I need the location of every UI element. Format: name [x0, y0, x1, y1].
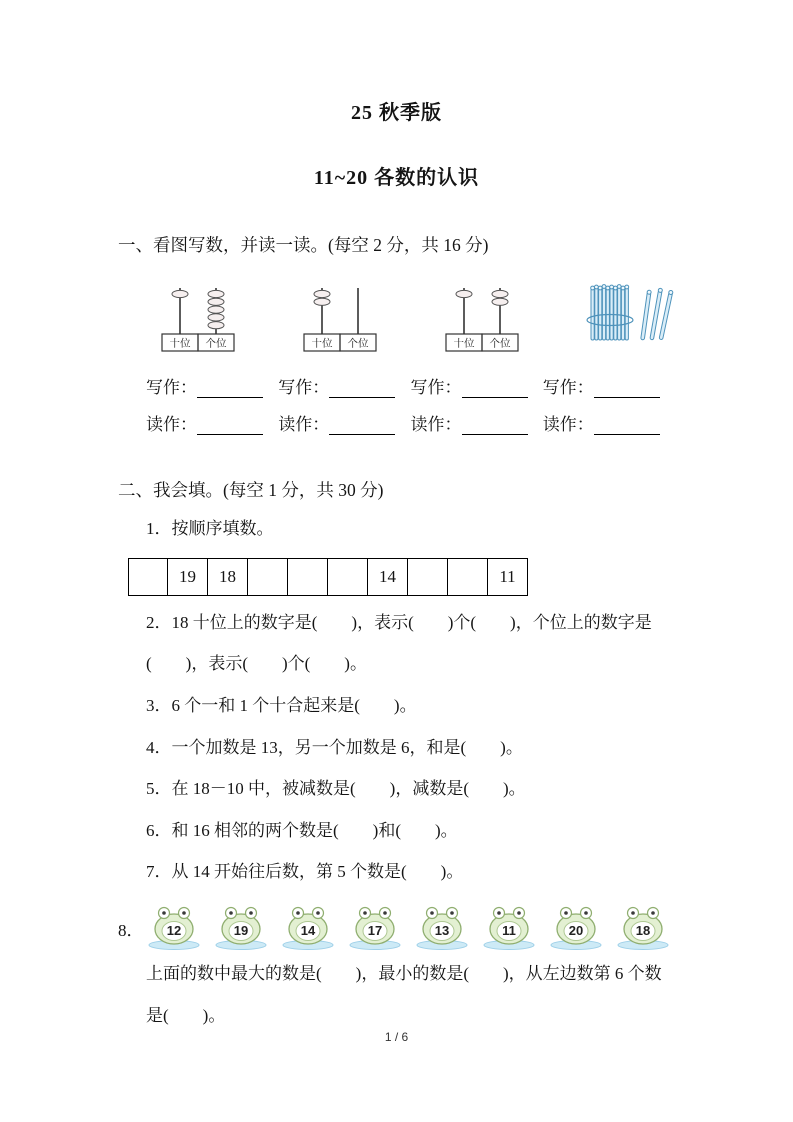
ones-place-label: 个位	[489, 337, 511, 350]
frog-icon	[481, 903, 537, 951]
question-8-figures	[118, 903, 675, 951]
question-8-text: 上面的数中最大的数是( )，最小的数是( )，从左边数第 6 个数是( )。	[146, 964, 662, 1025]
frog-number: 14	[300, 923, 316, 939]
abacus-icon	[436, 282, 528, 354]
frog-icon	[213, 903, 269, 951]
frog-number: 12	[166, 923, 182, 939]
write-col-3	[411, 373, 543, 398]
frogs-row	[146, 903, 671, 951]
strip-cell	[248, 558, 288, 596]
read-blank-line	[462, 415, 528, 435]
read-row	[146, 410, 675, 435]
write-col-2	[278, 373, 410, 398]
read-label: 读作：	[146, 415, 197, 434]
read-blank-line	[594, 415, 660, 435]
write-col-1	[146, 373, 278, 398]
section1-heading: 一、看图写数，并读一读。(每空 2 分，共 16 分)	[118, 235, 489, 255]
questions-list	[118, 602, 675, 893]
strip-cell	[448, 558, 488, 596]
section2-heading: 二、我会填。(每空 1 分，共 30 分)	[118, 480, 384, 500]
number-strip	[128, 558, 675, 596]
read-blank-line	[329, 415, 395, 435]
read-col-2	[278, 410, 410, 435]
question-1: 1．按顺序填数。	[146, 519, 274, 538]
frog-icon	[615, 903, 671, 951]
figures-row	[152, 271, 675, 359]
strip-cell: 18	[208, 558, 248, 596]
frog-icon	[347, 903, 403, 951]
frog-number: 17	[367, 923, 383, 939]
write-label: 写作：	[542, 378, 594, 397]
tens-place-label: 十位	[311, 337, 333, 350]
write-blank-line	[594, 378, 660, 398]
counting-sticks-icon	[578, 276, 682, 354]
abacus-figure-1	[152, 282, 244, 359]
strip-cell	[128, 558, 168, 596]
question-4: 4．一个加数是 13，另一个加数是 6，和是( )。	[146, 737, 523, 757]
question-5: 5．在 18－10 中，被减数是( )，减数是( )。	[146, 779, 526, 799]
frog-icon	[146, 903, 202, 951]
frog-icon	[548, 903, 604, 951]
abacus-figure-3	[436, 282, 528, 359]
abacus-icon	[152, 282, 244, 354]
read-label: 读作：	[542, 415, 594, 434]
question-2: 2．18 十位上的数字是( )，表示( )个( )，个位上的数字是( )，表示( )个( )。	[146, 612, 652, 674]
abacus-figure-2	[294, 282, 386, 359]
strip-cell	[328, 558, 368, 596]
write-label: 写作：	[146, 378, 197, 397]
tens-place-label: 十位	[169, 337, 191, 350]
frog-number: 11	[502, 923, 516, 939]
read-col-1	[146, 410, 278, 435]
edition-title: 25 秋季版	[351, 102, 442, 124]
page-number: 1 / 6	[384, 1030, 409, 1044]
frog-number: 20	[568, 923, 584, 939]
read-label: 读作：	[278, 415, 330, 434]
write-blank-line	[197, 378, 263, 398]
write-label: 写作：	[278, 378, 330, 397]
question-3: 3．6 个一和 1 个十合起来是( )。	[146, 695, 417, 715]
read-blank-line	[197, 415, 263, 435]
strip-cell: 19	[168, 558, 208, 596]
question-6: 6．和 16 相邻的两个数是( )和( )。	[146, 820, 458, 840]
write-label: 写作：	[410, 378, 462, 397]
write-blank-line	[329, 378, 395, 398]
strip-cell: 14	[368, 558, 408, 596]
sticks-figure	[578, 276, 682, 359]
write-col-4	[543, 373, 675, 398]
frog-number: 13	[434, 923, 450, 939]
write-blank-line	[462, 378, 528, 398]
abacus-icon	[294, 282, 386, 354]
tens-place-label: 十位	[453, 337, 475, 350]
frog-number: 18	[635, 923, 651, 939]
strip-cell: 11	[488, 558, 528, 596]
write-row	[146, 373, 675, 398]
page-title: 11~20 各数的认识	[313, 167, 480, 189]
strip-cell	[288, 558, 328, 596]
frog-icon	[414, 903, 470, 951]
read-col-3	[411, 410, 543, 435]
question-7: 7．从 14 开始往后数，第 5 个数是( )。	[146, 862, 464, 882]
question-8-number: 8．	[118, 921, 144, 941]
strip-cell	[408, 558, 448, 596]
frog-number: 19	[233, 923, 249, 939]
ones-place-label: 个位	[347, 337, 369, 350]
ones-place-label: 个位	[205, 337, 227, 350]
read-label: 读作：	[410, 415, 462, 434]
frog-icon	[280, 903, 336, 951]
read-col-4	[543, 410, 675, 435]
